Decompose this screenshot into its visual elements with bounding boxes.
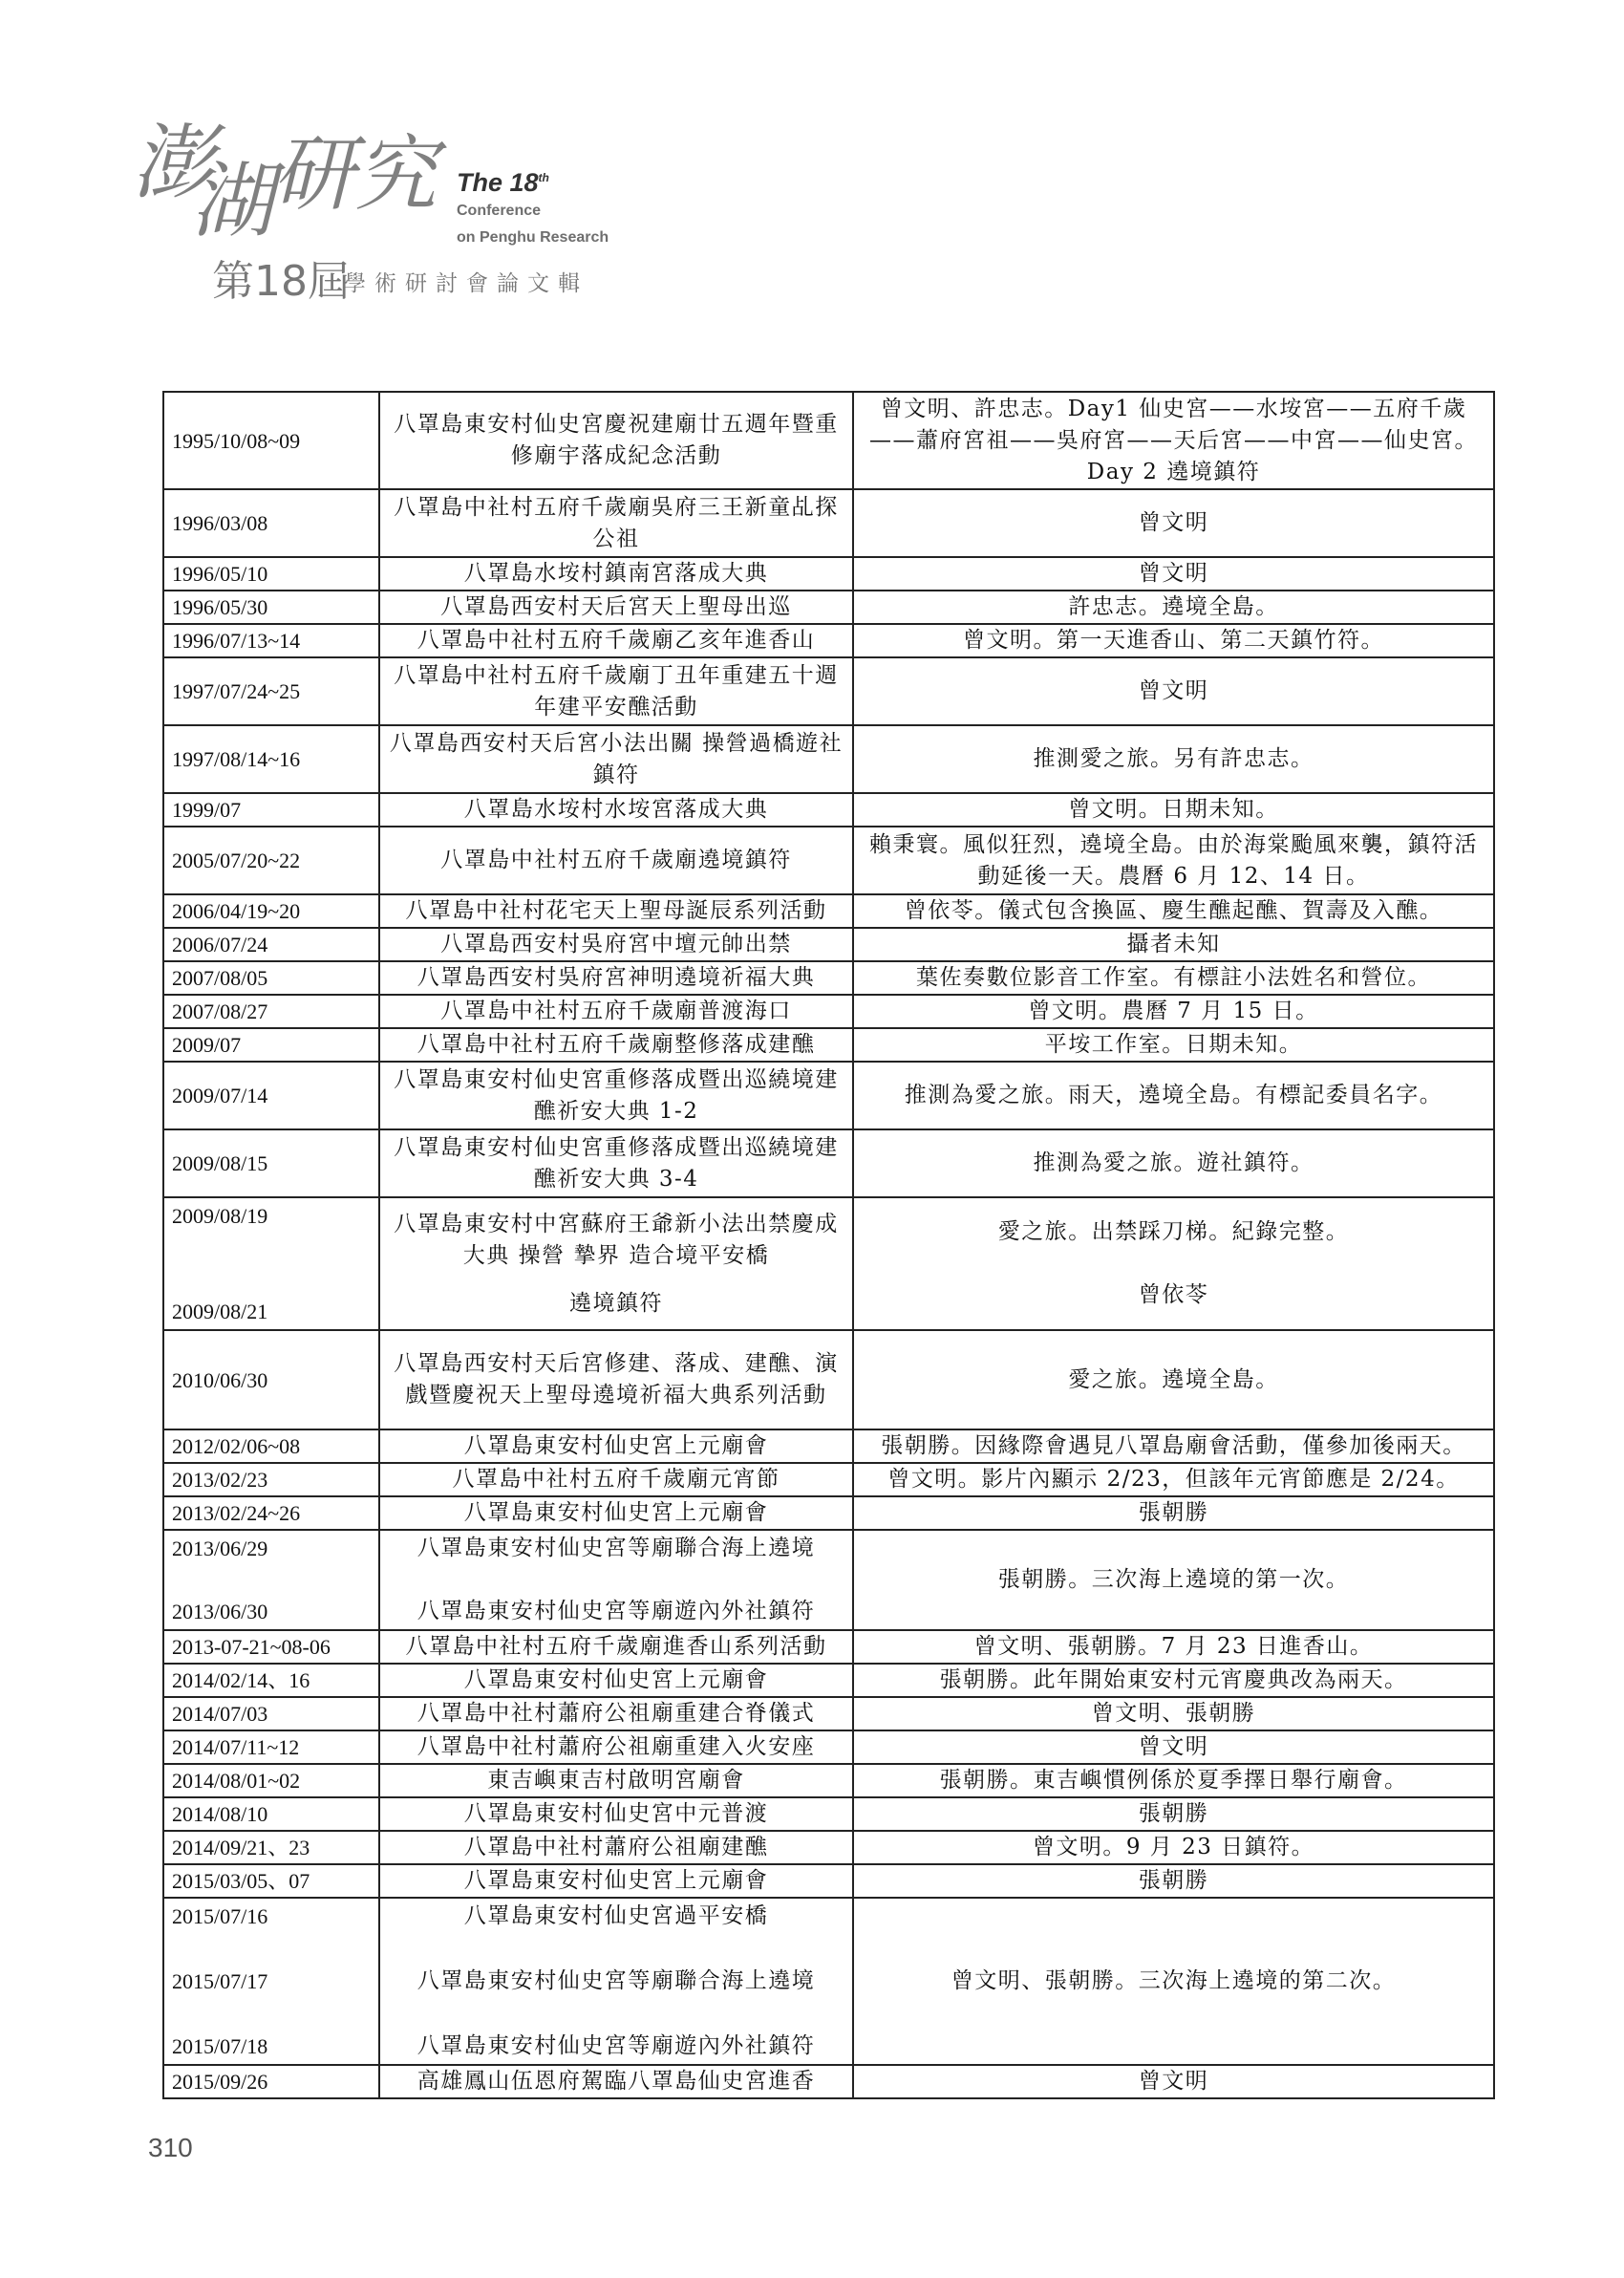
table-row bbox=[163, 2065, 1494, 2098]
note-cell: 曾文明 bbox=[853, 489, 1494, 557]
date-cell-line: 2015/07/17 bbox=[172, 1969, 268, 1993]
event-cell-line: 八罩島東安村仙史宮等廟遊內外社鎮符 bbox=[417, 2033, 816, 2058]
date-cell: 1997/07/24~25 bbox=[163, 657, 379, 725]
note-cell: 曾文明 bbox=[853, 2065, 1494, 2098]
table-row bbox=[163, 1864, 1494, 1898]
date-cell-line: 2015/07/18 bbox=[172, 2034, 268, 2058]
date-cell bbox=[163, 1197, 379, 1330]
note-cell: 曾文明、張朝勝 bbox=[853, 1697, 1494, 1730]
event-cell: 八罩島東安村仙史宮慶祝建廟廿五週年暨重修廟宇落成紀念活動 bbox=[379, 392, 853, 489]
date-cell: 1996/07/13~14 bbox=[163, 624, 379, 657]
date-cell: 2005/07/20~22 bbox=[163, 827, 379, 894]
event-cell: 八罩島中社村蕭府公祖廟重建入火安座 bbox=[379, 1730, 853, 1764]
date-cell: 2015/09/26 bbox=[163, 2065, 379, 2098]
logo-conference: Conference bbox=[457, 203, 542, 219]
event-cell: 八罩島中社村五府千歲廟普渡海口 bbox=[379, 995, 853, 1028]
table-row bbox=[163, 624, 1494, 657]
date-cell: 2015/03/05、07 bbox=[163, 1864, 379, 1898]
event-cell: 八罩島中社村五府千歲廟丁丑年重建五十週年建平安醮活動 bbox=[379, 657, 853, 725]
date-cell: 2014/02/14、16 bbox=[163, 1664, 379, 1697]
note-cell: 曾文明、張朝勝。7 月 23 日進香山。 bbox=[853, 1630, 1494, 1664]
date-cell-line: 2013/06/29 bbox=[172, 1537, 268, 1560]
event-cell: 八罩島東安村仙史宮上元廟會 bbox=[379, 1429, 853, 1463]
event-cell-line: 八罩島東安村中宮蘇府王爺新小法出禁慶成大典 操營 摯界 造合境平安橋 bbox=[394, 1211, 839, 1268]
date-cell: 2013/02/24~26 bbox=[163, 1496, 379, 1530]
event-cell: 八罩島東安村仙史宮上元廟會 bbox=[379, 1496, 853, 1530]
note-cell: 張朝勝。三次海上遶境的第一次。 bbox=[853, 1530, 1494, 1630]
table-row bbox=[163, 1898, 1494, 2065]
table-row bbox=[163, 1197, 1494, 1330]
event-cell: 八罩島中社村花宅天上聖母誕辰系列活動 bbox=[379, 894, 853, 928]
note-cell-line: 曾依苓 bbox=[1138, 1282, 1209, 1308]
event-cell-line: 遶境鎮符 bbox=[569, 1290, 663, 1316]
note-cell: 曾文明。9 月 23 日鎮符。 bbox=[853, 1831, 1494, 1864]
table-row bbox=[163, 1062, 1494, 1129]
date-cell: 2013/02/23 bbox=[163, 1463, 379, 1496]
date-cell: 2014/09/21、23 bbox=[163, 1831, 379, 1864]
note-cell: 張朝勝 bbox=[853, 1797, 1494, 1831]
event-cell: 八罩島中社村五府千歲廟進香山系列活動 bbox=[379, 1630, 853, 1664]
table-row bbox=[163, 1429, 1494, 1463]
event-cell: 八罩島中社村五府千歲廟乙亥年進香山 bbox=[379, 624, 853, 657]
note-cell: 張朝勝。此年開始東安村元宵慶典改為兩天。 bbox=[853, 1664, 1494, 1697]
note-cell: 曾文明。影片內顯示 2/23，但該年元宵節應是 2/24。 bbox=[853, 1463, 1494, 1496]
date-cell: 1996/05/30 bbox=[163, 591, 379, 624]
note-cell: 曾依苓。儀式包含換區、慶生醮起醮、賀壽及入醮。 bbox=[853, 894, 1494, 928]
date-cell: 1995/10/08~09 bbox=[163, 392, 379, 489]
logo-calligraphy-hu: 湖 bbox=[191, 154, 273, 249]
event-cell: 東吉嶼東吉村啟明宮廟會 bbox=[379, 1764, 853, 1797]
events-table-body bbox=[163, 392, 1494, 2098]
event-cell: 高雄鳳山伍恩府駕臨八罩島仙史宮進香 bbox=[379, 2065, 853, 2098]
event-cell bbox=[379, 1530, 853, 1630]
date-cell bbox=[163, 1898, 379, 2065]
event-cell bbox=[379, 1898, 853, 2065]
table-row bbox=[163, 489, 1494, 557]
logo-on-penghu-research: on Penghu Research bbox=[457, 229, 609, 246]
date-cell: 2007/08/05 bbox=[163, 961, 379, 995]
event-cell-line: 八罩島東安村仙史宮等廟聯合海上遶境 bbox=[417, 1536, 816, 1560]
event-cell-line: 八罩島東安村仙史宮等廟遊內外社鎮符 bbox=[417, 1599, 816, 1623]
date-cell: 1997/08/14~16 bbox=[163, 725, 379, 793]
table-row bbox=[163, 793, 1494, 827]
table-row bbox=[163, 1831, 1494, 1864]
note-cell: 曾文明 bbox=[853, 557, 1494, 591]
events-table bbox=[162, 391, 1495, 2099]
table-row bbox=[163, 928, 1494, 961]
conference-logo bbox=[0, 0, 669, 315]
logo-subtitle: 學術研討會論文輯 bbox=[344, 271, 588, 296]
date-cell: 2010/06/30 bbox=[163, 1330, 379, 1429]
event-cell: 八罩島西安村吳府宮中壇元帥出禁 bbox=[379, 928, 853, 961]
note-cell: 張朝勝。因緣際會遇見八罩島廟會活動，僅參加後兩天。 bbox=[853, 1429, 1494, 1463]
note-cell: 葉佐奏數位影音工作室。有標註小法姓名和營位。 bbox=[853, 961, 1494, 995]
event-cell: 八罩島中社村蕭府公祖廟重建合脊儀式 bbox=[379, 1697, 853, 1730]
logo-calligraphy-peng: 澎 bbox=[132, 116, 214, 211]
note-cell: 張朝勝 bbox=[853, 1864, 1494, 1898]
table-row bbox=[163, 1496, 1494, 1530]
date-cell: 2006/04/19~20 bbox=[163, 894, 379, 928]
date-cell: 1999/07 bbox=[163, 793, 379, 827]
event-cell: 八罩島東安村仙史宮重修落成暨出巡繞境建醮祈安大典 1-2 bbox=[379, 1062, 853, 1129]
table-row bbox=[163, 1730, 1494, 1764]
table-row bbox=[163, 827, 1494, 894]
event-cell: 八罩島東安村仙史宮上元廟會 bbox=[379, 1864, 853, 1898]
table-row bbox=[163, 894, 1494, 928]
date-cell-line: 2009/08/19 bbox=[172, 1204, 268, 1228]
event-cell-line: 八罩島東安村仙史宮等廟聯合海上遶境 bbox=[417, 1968, 816, 1993]
date-cell: 2012/02/06~08 bbox=[163, 1429, 379, 1463]
table-row bbox=[163, 1797, 1494, 1831]
table-row bbox=[163, 1697, 1494, 1730]
table-row bbox=[163, 557, 1494, 591]
event-cell: 八罩島中社村五府千歲廟遶境鎮符 bbox=[379, 827, 853, 894]
note-cell: 張朝勝。東吉嶼慣例係於夏季擇日舉行廟會。 bbox=[853, 1764, 1494, 1797]
note-cell: 曾文明 bbox=[853, 657, 1494, 725]
note-cell: 推測愛之旅。另有許忠志。 bbox=[853, 725, 1494, 793]
table-row bbox=[163, 657, 1494, 725]
date-cell-line: 2013/06/30 bbox=[172, 1600, 268, 1623]
logo-the-18th: The 18th bbox=[457, 168, 549, 197]
event-cell bbox=[379, 1197, 853, 1330]
event-cell: 八罩島中社村五府千歲廟元宵節 bbox=[379, 1463, 853, 1496]
event-cell: 八罩島西安村天后宮修建、落成、建醮、演戲暨慶祝天上聖母遶境祈福大典系列活動 bbox=[379, 1330, 853, 1429]
note-cell: 許忠志。遶境全島。 bbox=[853, 591, 1494, 624]
table-row bbox=[163, 1764, 1494, 1797]
event-cell: 八罩島西安村天后宮小法出關 操營過橋遊社鎮符 bbox=[379, 725, 853, 793]
date-cell: 1996/05/10 bbox=[163, 557, 379, 591]
note-cell: 張朝勝 bbox=[853, 1496, 1494, 1530]
table-row bbox=[163, 1129, 1494, 1197]
table-row bbox=[163, 1463, 1494, 1496]
date-cell: 2009/07 bbox=[163, 1028, 379, 1062]
date-cell bbox=[163, 1530, 379, 1630]
note-cell bbox=[853, 1197, 1494, 1330]
table-row bbox=[163, 1630, 1494, 1664]
date-cell: 2013-07-21~08-06 bbox=[163, 1630, 379, 1664]
logo-calligraphy-yanjiu: 研究 bbox=[272, 127, 437, 223]
note-cell: 攝者未知 bbox=[853, 928, 1494, 961]
event-cell: 八罩島西安村天后宮天上聖母出巡 bbox=[379, 591, 853, 624]
event-cell: 八罩島東安村仙史宮中元普渡 bbox=[379, 1797, 853, 1831]
date-cell: 2014/07/11~12 bbox=[163, 1730, 379, 1764]
date-cell: 2006/07/24 bbox=[163, 928, 379, 961]
event-cell: 八罩島中社村蕭府公祖廟建醮 bbox=[379, 1831, 853, 1864]
event-cell: 八罩島東安村仙史宮上元廟會 bbox=[379, 1664, 853, 1697]
table-row bbox=[163, 1530, 1494, 1630]
event-cell: 八罩島水垵村鎮南宮落成大典 bbox=[379, 557, 853, 591]
date-cell: 2009/07/14 bbox=[163, 1062, 379, 1129]
date-cell-line: 2015/07/16 bbox=[172, 1904, 268, 1928]
note-cell: 曾文明。第一天進香山、第二天鎮竹符。 bbox=[853, 624, 1494, 657]
date-cell: 2007/08/27 bbox=[163, 995, 379, 1028]
event-cell-line: 八罩島東安村仙史宮過平安橋 bbox=[463, 1903, 769, 1928]
table-row bbox=[163, 392, 1494, 489]
note-cell: 賴秉寰。風似狂烈，遶境全島。由於海棠颱風來襲，鎮符活動延後一天。農曆 6 月 12、14 日。 bbox=[853, 827, 1494, 894]
note-cell: 推測為愛之旅。雨天，遶境全島。有標記委員名字。 bbox=[853, 1062, 1494, 1129]
date-cell: 2014/07/03 bbox=[163, 1697, 379, 1730]
table-row bbox=[163, 725, 1494, 793]
logo-edition: 第18屆 bbox=[212, 257, 350, 306]
table-row bbox=[163, 591, 1494, 624]
table-row bbox=[163, 1664, 1494, 1697]
note-cell: 曾文明、許忠志。Day1 仙史宮——水垵宮——五府千歲——蕭府宮祖——吳府宮——天后宮——中宮——仙史宮。Day 2 遶境鎮符 bbox=[853, 392, 1494, 489]
table-row bbox=[163, 961, 1494, 995]
note-cell-line: 愛之旅。出禁踩刀梯。紀錄完整。 bbox=[997, 1218, 1350, 1244]
note-cell: 曾文明。日期未知。 bbox=[853, 793, 1494, 827]
event-cell: 八罩島水垵村水垵宮落成大典 bbox=[379, 793, 853, 827]
date-cell: 1996/03/08 bbox=[163, 489, 379, 557]
date-cell: 2014/08/10 bbox=[163, 1797, 379, 1831]
table-row bbox=[163, 995, 1494, 1028]
event-cell: 八罩島東安村仙史宮重修落成暨出巡繞境建醮祈安大典 3-4 bbox=[379, 1129, 853, 1197]
note-cell: 曾文明。農曆 7 月 15 日。 bbox=[853, 995, 1494, 1028]
event-cell: 八罩島西安村吳府宮神明遶境祈福大典 bbox=[379, 961, 853, 995]
note-cell: 平垵工作室。日期未知。 bbox=[853, 1028, 1494, 1062]
table-row bbox=[163, 1028, 1494, 1062]
date-cell: 2014/08/01~02 bbox=[163, 1764, 379, 1797]
date-cell: 2009/08/15 bbox=[163, 1129, 379, 1197]
page-number: 310 bbox=[148, 2133, 193, 2162]
note-cell: 愛之旅。遶境全島。 bbox=[853, 1330, 1494, 1429]
note-cell: 推測為愛之旅。遊社鎮符。 bbox=[853, 1129, 1494, 1197]
date-cell-line: 2009/08/21 bbox=[172, 1300, 268, 1323]
event-cell: 八罩島中社村五府千歲廟整修落成建醮 bbox=[379, 1028, 853, 1062]
note-cell: 曾文明 bbox=[853, 1730, 1494, 1764]
event-cell: 八罩島中社村五府千歲廟吳府三王新童乩探公祖 bbox=[379, 489, 853, 557]
table-row bbox=[163, 1330, 1494, 1429]
note-cell: 曾文明、張朝勝。三次海上遶境的第二次。 bbox=[853, 1898, 1494, 2065]
